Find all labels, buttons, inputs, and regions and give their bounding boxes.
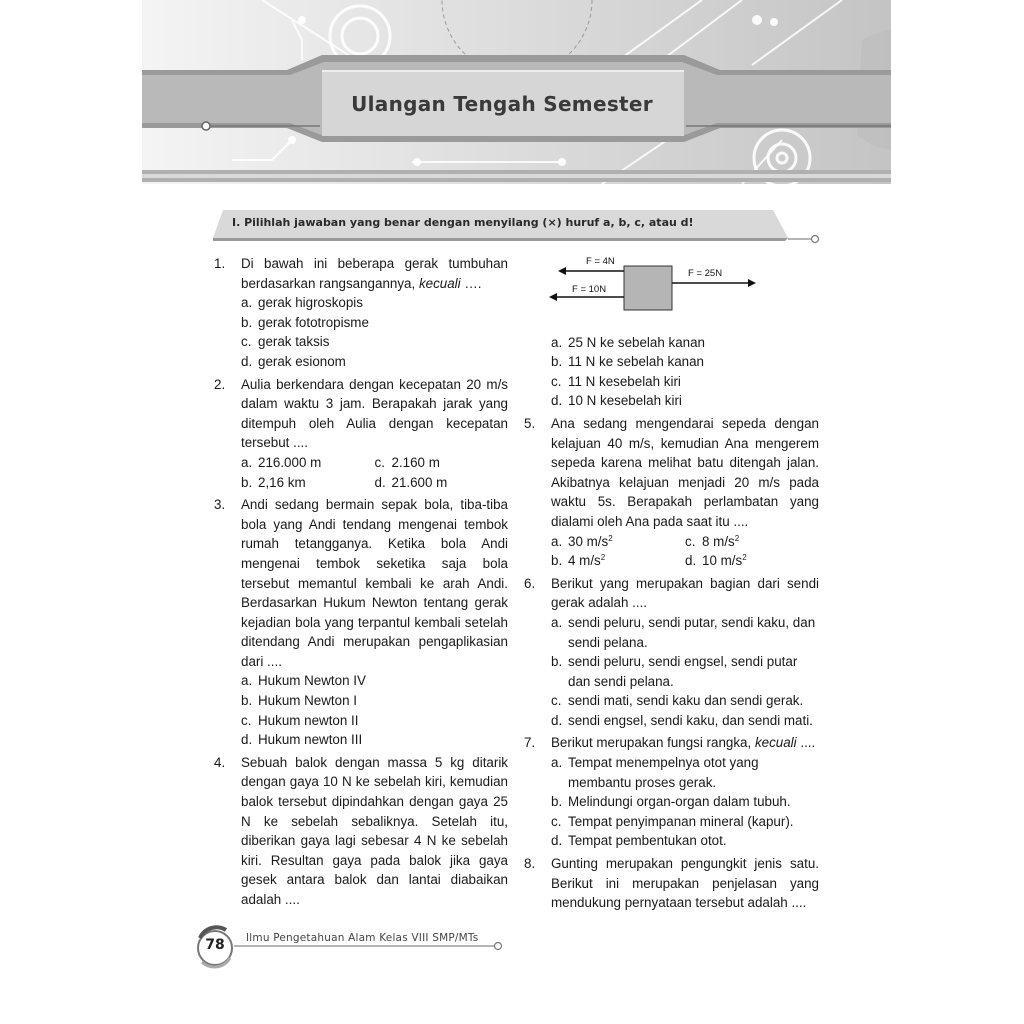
question-stem: Berikut yang merupakan bagian dari sendi gerak adalah .... (551, 575, 819, 611)
right-column (524, 253, 819, 916)
arrowhead-25n (748, 279, 756, 287)
question-number: 3. (214, 497, 226, 513)
question-stem: Gunting merupakan pengungkit jenis satu. Berikut ini merupakan penjelasan yang mendukung pernyataan tersebut adalah .... (551, 856, 819, 911)
left-column (214, 254, 508, 913)
question-stem: Sebuah balok dengan massa 5 kg ditarik dengan gaya 10 N ke sebelah kiri, kemudian balok tersebut dipindahkan dengan gaya 25 N ke sebelah sebaliknya. Setelah itu, diberikan gaya lagi sebesar 4 N ke sebelah kiri. Resultan gaya pada balok jika gaya gesek antara balok dan lantai diabaikan adalah .... (241, 754, 508, 907)
option-a[interactable]: a. 30 $m/s^2$ (551, 533, 613, 549)
question-5 (524, 414, 819, 571)
option-b[interactable]: b. 11 N ke sebelah kanan (551, 354, 704, 370)
option-c[interactable]: c. Hukum newton II (241, 712, 359, 728)
question-1 (214, 254, 508, 372)
option-c[interactable]: c. 8 $m/s^2$ (685, 533, 740, 549)
option-c[interactable]: c. 11 N kesebelah kiri (551, 373, 681, 389)
question-number: 1. (214, 256, 226, 271)
question-7 (524, 733, 819, 851)
option-a[interactable]: a. sendi peluru, sendi putar, sendi kaku, dan sendi pelana. (551, 614, 816, 650)
footer-book-title: Ilmu Pengetahuan Alam Kelas VIII SMP/MTs (246, 932, 479, 944)
question-2 (214, 375, 508, 493)
option-b[interactable]: b. gerak fototropisme (241, 314, 369, 330)
label-f25: F = 25N (688, 268, 723, 279)
option-c[interactable]: c. gerak taksis (241, 334, 330, 350)
option-a[interactable]: a. Tempat menempelnya otot yang membantu proses gerak. (551, 755, 759, 790)
option-d[interactable]: d. 10 N kesebelah kiri (551, 393, 682, 409)
question-number: 4. (214, 754, 226, 770)
label-f4: F = 4N (586, 256, 615, 267)
options-grid (241, 453, 508, 492)
label-f10: F = 10N (572, 284, 607, 295)
option-b[interactable]: b. 4 $m/s^2$ (551, 553, 606, 569)
question-4 (214, 753, 508, 910)
option-d[interactable]: d. Tempat pembentukan otot. (551, 833, 727, 849)
question-number: 6. (524, 575, 536, 591)
option-d[interactable]: d. Hukum newton III (241, 732, 363, 748)
option-a[interactable]: a. Hukum Newton IV (241, 673, 366, 689)
question-stem: Berikut merupakan fungsi rangka, kecuali .... (551, 735, 816, 751)
question-8 (524, 854, 819, 913)
instruction-text: I. Pilihlah jawaban yang benar dengan menyilang (×) huruf a, b, c, atau d! (232, 216, 694, 229)
page-number: 78 (205, 937, 225, 953)
option-a[interactable]: a. 25 N ke sebelah kanan (551, 334, 705, 350)
options-grid (551, 532, 819, 571)
question-stem: Ana sedang mengendarai sepeda dengan kelajuan 40 m/s, kemudian Ana mengerem sepeda karena melihat batu ditengah jalan. Akibatnya kelajuan menjadi 20 m/s pada waktu 5s. Berapakah perlambatan yang dialami oleh Ana pada saat itu .... (551, 415, 819, 529)
question-stem: Aulia berkendara dengan kecepatan 20 m/s dalam waktu 3 jam. Berapakah jarak yang ditempuh oleh Aulia dengan kecepatan tersebut .... (241, 376, 508, 451)
option-d[interactable]: d. 21.600 m (374, 474, 448, 490)
option-c[interactable]: c. sendi mati, sendi kaku dan sendi gerak. (551, 693, 804, 709)
option-a[interactable]: a. 216.000 m (241, 454, 322, 470)
question-number: 7. (524, 735, 536, 751)
arrowhead-10n (549, 293, 557, 301)
option-d[interactable]: d. 10 $m/s^2$ (685, 553, 747, 569)
page-title: Ulangan Tengah Semester (351, 92, 653, 116)
question-number: 5. (524, 415, 536, 431)
option-d[interactable]: d. sendi engsel, sendi kaku, dan sendi mati. (551, 712, 813, 728)
question-number: 2. (214, 376, 226, 392)
option-b[interactable]: b. Hukum Newton I (241, 693, 357, 709)
question-number: 8. (524, 856, 536, 872)
question-stem: Andi sedang bermain sepak bola, tiba-tiba bola yang Andi tendang mengenai tembok rumah tetangganya. Ketika bola Andi mengenai tembok seketika saja bola tersebut memantul kembali ke arah Andi. Berdasarkan Hukum Newton tentang gerak kejadian bola yang terpantul kembali setelah ditendang Andi merupakan pengaplikasian dari .... (241, 497, 508, 669)
arrowhead-4n (558, 267, 566, 275)
option-c[interactable]: c. Tempat penyimpanan mineral (kapur). (551, 813, 794, 829)
option-b[interactable]: b. sendi peluru, sendi engsel, sendi putar dan sendi pelana. (551, 654, 798, 689)
option-b[interactable]: b. Melindungi organ-organ dalam tubuh. (551, 794, 791, 810)
question-4-options (524, 333, 819, 411)
force-diagram (524, 253, 819, 321)
option-d[interactable]: d. gerak esionom (241, 353, 346, 369)
question-stem: Di bawah ini beberapa gerak tumbuhan berdasarkan rangsangannya, kecuali …. (241, 256, 508, 291)
question-3 (214, 495, 508, 750)
question-6 (524, 574, 819, 731)
option-c[interactable]: c. 2.160 m (374, 454, 440, 470)
option-b[interactable]: b. 2,16 km (241, 474, 306, 490)
option-a[interactable]: a. gerak higroskopis (241, 295, 363, 311)
block (624, 266, 672, 310)
